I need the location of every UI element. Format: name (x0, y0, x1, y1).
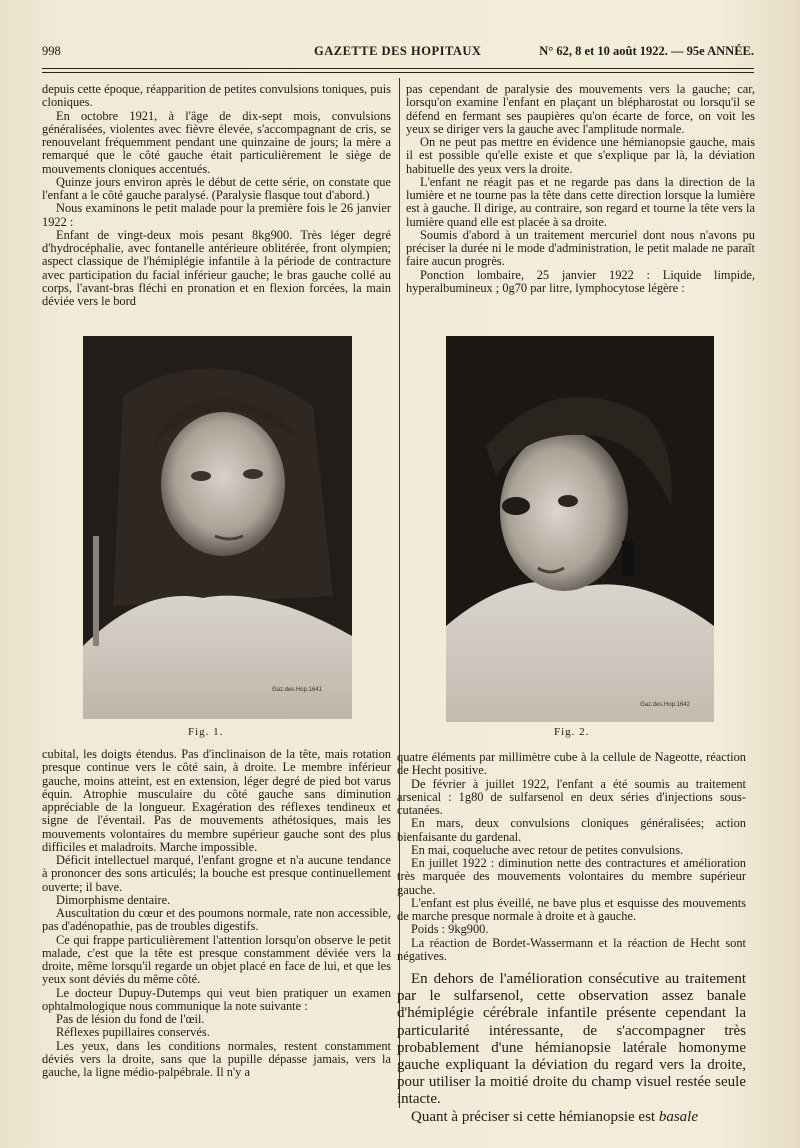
paragraph: pas cependant de paralysie des mouvements vers la gauche; car, lorsqu'on examine l'enfant en plaçant un blépharostat ou lorsqu'il se défend en fermant ses paupières qu'on écarte de force, on voit les yeux se diriger vers la gauche avec l'amplitude normale. (406, 82, 755, 136)
paragraph: Poids : 9kg900. (411, 922, 489, 937)
issue-info: N° 62, 8 et 10 août 1922. — 95e ANNÉE. (539, 44, 754, 58)
paragraph: L'enfant ne réagit pas et ne regarde pas dans la direction de la lumière et ne tourne pas la tête dans cette direction lorsque la lumière est à gauche. Il dirige, au contraire, son regard et tourne la tête vers la lumière quand elle est placée à sa droite. (406, 174, 755, 229)
conclusion-block (397, 971, 746, 1126)
paragraph: Le docteur Dupuy-Dutemps qui veut bien pratiquer un examen ophtalmologique nous communique la note suivante : (42, 985, 391, 1013)
paragraph: Les yeux, dans les conditions normales, restent constamment déviés vers la droite, sans que la pupille dépasse jamais, vers la gauche, la ligne médio-palpébrale. Il n'y a (42, 1038, 391, 1079)
conclusion-paragraph: En dehors de l'amélioration consécutive au traitement par le sulfarsenol, cette observation assez banale d'hémiplégie cérébrale infantile présente cependant la particularité intéressante, de s'accompagner très probablement d'une hémianopsie latérale homonyme gauche expliquant la déviation du regard vers la droite, pour utiliser la moitié droite du champ visuel restée seule intacte. (397, 971, 746, 1108)
column-left-top (42, 83, 391, 308)
page-header (42, 44, 754, 64)
column-left-bottom (42, 748, 391, 1079)
figure-2-photo (446, 336, 714, 722)
figure-1-photo (83, 336, 352, 719)
paragraph: De février à juillet 1922, l'enfant a été soumis au traitement arsenical : 1g80 de sulfarsenol en deux séries d'injections sous-cutanées. (397, 776, 746, 817)
paragraph: Ce qui frappe particulièrement l'attention lorsqu'on observe le petit malade, c'est que la tête est presque constamment déviée vers la droite, même lorsqu'il regarde un objet placé en face de lui, et que les yeux sont déviés du même côté. (42, 932, 391, 987)
paragraph: Auscultation du cœur et des poumons normale, rate non accessible, pas d'adénopathie, pas de troubles digestifs. (42, 906, 391, 934)
journal-title: GAZETTE DES HOPITAUX (314, 44, 482, 58)
paragraph: La réaction de Bordet-Wassermann et la réaction de Hecht sont négatives. (397, 935, 746, 963)
header-rule-bottom (42, 72, 754, 73)
figure-2-stamp: Gaz.des.Hop.1642 (639, 702, 690, 708)
header-rule-top (42, 68, 754, 69)
paragraph: En mars, deux convulsions cloniques généralisées; action bienfaisante du gardenal. (397, 816, 746, 844)
paragraph: En mai, coqueluche avec retour de petites convulsions. (411, 842, 684, 857)
child-portrait-1 (83, 336, 352, 719)
paragraph: Quinze jours environ après le début de cette série, on constate que l'enfant a le côté gauche paralysé. (Paralysie flasque tout d'abord.) (42, 174, 391, 202)
column-right-bottom (397, 751, 746, 963)
paragraph: Soumis d'abord à un traitement mercuriel dont nous n'avons pu préciser la durée ni le mode d'administration, le petit malade ne paraît faire aucun progrès. (406, 227, 755, 269)
figure-1-stamp: Gaz.des.Hop.1641 (271, 687, 322, 693)
conclusion-paragraph-2 (397, 1109, 746, 1126)
conclusion-text: Quant à préciser si cette hémianopsie est (411, 1108, 659, 1125)
figure-1-caption: Fig. 1. (188, 726, 224, 738)
paragraph: En juillet 1922 : diminution nette des contractures et amélioration très marquée des mouvements volontaires du membre supérieur gauche. (397, 856, 746, 897)
paragraph: depuis cette époque, réapparition de petites convulsions toniques, puis cloniques. (42, 82, 391, 110)
paragraph: Réflexes pupillaires conservés. (56, 1025, 210, 1040)
paragraph: Pas de lésion du fond de l'œil. (56, 1012, 205, 1026)
paragraph: Dimorphisme dentaire. (56, 892, 171, 907)
paragraph: L'enfant est plus éveillé, ne bave plus et esquisse des mouvements de marche presque normale à droite et à gauche. (397, 895, 746, 923)
paragraph: quatre éléments par millimètre cube à la cellule de Nageotte, réaction de Hecht positive. (397, 750, 746, 778)
paragraph: Déficit intellectuel marqué, l'enfant grogne et n'a aucune tendance à prononcer des sons articulés; la bouche est presque continuellement ouverte; il bave. (42, 853, 391, 894)
paragraph: Nous examinons le petit malade pour la première fois le 26 janvier 1922 : (42, 201, 391, 229)
column-right-top (406, 83, 755, 295)
paragraph: cubital, les doigts étendus. Pas d'inclinaison de la tête, mais rotation presque continue vers le côté sain, à droite. Le membre inférieur gauche, moins atteint, est en extension, léger degré de pied bot varus équin. Atrophie musculaire du côté gauche sans diminution appréciable de la longueur. Exagération des réflexes tendineux et signe de l'éventail. Pas de mouvements athétosiques, mais les mouvements volontaires du membre supérieur gauche sont des plus difficiles et maladroits. Marche impossible. (42, 747, 391, 854)
paragraph: Enfant de vingt-deux mois pesant 8kg900. Très léger degré d'hydrocéphalie, avec fontanelle antérieure oblitérée, front olympien; aspect classique de l'hémiplégie infantile à la période de contracture avec participation du facial inférieur gauche; le bras gauche collé au corps, l'avant-bras fléchi en pronation et en flexion forcées, la main déviée vers le bord (42, 227, 391, 308)
figure-2-caption: Fig. 2. (554, 726, 590, 738)
paragraph: On ne peut pas mettre en évidence une hémianopsie gauche, mais il est possible qu'elle existe et que s'explique par là, la déviation habituelle des yeux vers la droite. (406, 135, 755, 176)
page-number: 998 (42, 44, 61, 58)
paragraph: En octobre 1921, à l'âge de dix-sept mois, convulsions généralisées, violentes avec fièvre élevée, s'accompagnant de cris, se renouvelant fréquemment pendant une quinzaine de jours; la mère a remarqué que le côté gauche était particulièrement le siège de mouvements cloniques accentués. (42, 108, 391, 176)
conclusion-emphasis: basale (658, 1108, 698, 1125)
paragraph: Ponction lombaire, 25 janvier 1922 : Liquide limpide, hyperalbumineux ; 0g70 par litre, lymphocytose légère : (406, 267, 755, 295)
child-portrait-2 (446, 336, 714, 722)
